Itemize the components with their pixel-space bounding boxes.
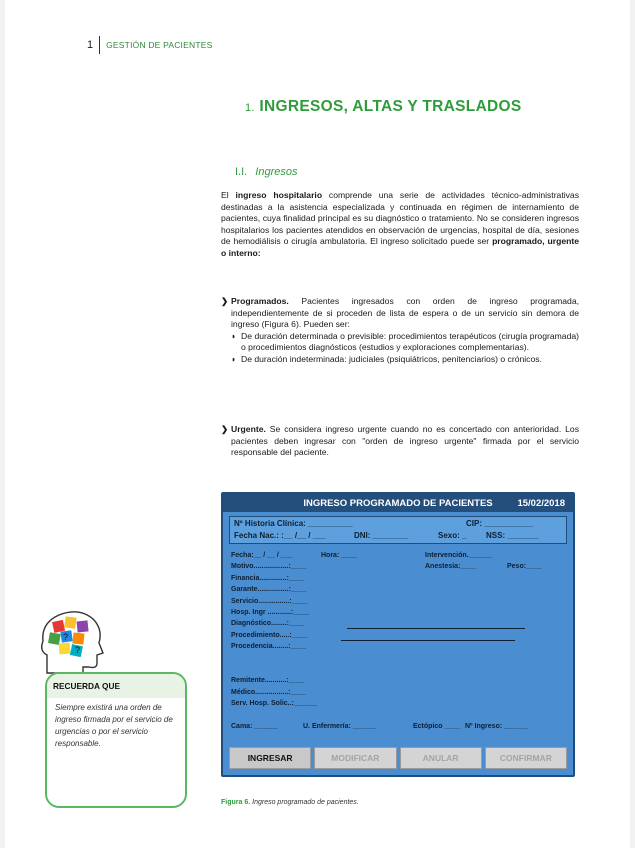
hora-field[interactable]: Hora: ____ — [321, 552, 357, 559]
sub-bullet-1 — [231, 331, 579, 354]
procedencia-field[interactable]: Procedencia........:____ — [231, 643, 307, 651]
sub-bullet-marker: ◗ — [231, 330, 237, 341]
diagnostico-line — [347, 628, 525, 629]
chapter-title: INGRESOS, ALTAS Y TRASLADOS — [259, 98, 522, 115]
intro-text-2: comprende una serie de actividades técnico-administrativas destinadas a la asistencia especializada y continuada en régimen de internamiento de pacientes, cuya finalidad principal es su diagnóstico o tratamiento. No se consideren ingresos hospitalarios los pacientes atendidos en observación de urgencias, hospital de día, sesiones de hemodiálisis o cirugía ambulatoria. El ingreso solicitado puede ser — [221, 190, 580, 247]
bullet-urgente-body: Se considera ingreso urgente cuando no es concertado con anterioridad. Los pacientes deben ingresar con "orden de ingreso urgente" firmada por el servicio responsable del paciente. — [231, 424, 579, 458]
section-title: GESTIÓN DE PACIENTES — [106, 40, 213, 50]
nss-field[interactable]: NSS: _______ — [486, 531, 539, 540]
form-body — [229, 552, 567, 734]
ectopico-field[interactable]: Ectópico ____ — [413, 722, 461, 730]
intro-paragraph — [221, 190, 579, 260]
diagnostico-field[interactable]: Diagnóstico........:____ — [231, 620, 305, 628]
chapter-heading — [245, 98, 522, 116]
figure-text: Ingreso programado de pacientes. — [250, 799, 359, 806]
subsection-title: Ingresos — [255, 166, 298, 178]
confirmar-button[interactable]: CONFIRMAR — [485, 747, 567, 769]
procedimiento-field[interactable]: Procedimiento.....:____ — [231, 631, 308, 639]
figure-caption — [221, 799, 359, 806]
running-header — [87, 36, 212, 54]
bullet-programados — [221, 296, 579, 366]
figure-label: Figura 6. — [221, 799, 251, 806]
svg-text:?: ? — [63, 632, 69, 642]
hosp-ingr-field[interactable]: Hosp. Ingr ............:____ — [231, 608, 309, 616]
modificar-button[interactable]: MODIFICAR — [314, 747, 396, 769]
header-divider — [99, 36, 100, 54]
motivo-field[interactable]: Motivo..................:____ — [231, 563, 307, 571]
anestesia-field[interactable]: Anestesia:____ — [425, 563, 476, 571]
bullet-marker: ❯ — [221, 296, 229, 306]
dni-field[interactable]: DNI: ________ — [354, 531, 409, 540]
n-ingreso-field[interactable]: Nº Ingreso: ______ — [465, 722, 528, 730]
bullet-marker: ❯ — [221, 424, 229, 434]
recuerda-text: Siempre existirá una orden de ingreso firmada por el servicio de urgencias o por el servicio responsable. — [55, 703, 173, 748]
form-date: 15/02/2018 — [517, 497, 565, 509]
form-title-bar — [223, 494, 573, 512]
subsection-heading — [235, 166, 298, 178]
bullet-urgente-title: Urgente. — [231, 424, 266, 434]
garante-field[interactable]: Garante................:____ — [231, 586, 307, 594]
fecha-nac-field[interactable]: Fecha Nac.: :__ /__ / ___ — [234, 531, 327, 540]
chapter-number: 1. — [245, 102, 255, 114]
intro-bold-2: programado, urgente o interno: — [221, 236, 579, 258]
medico-field[interactable]: Médico.................:____ — [231, 688, 307, 696]
serv-hosp-field[interactable]: Serv. Hosp. Solic..:______ — [231, 700, 318, 708]
bullet-programados-title: Programados. — [231, 296, 289, 306]
intro-bold-1: ingreso hospitalario — [235, 190, 323, 200]
sub-bullet-1-text: De duración determinada o previsible: procedimientos terapéuticos (cirugía programada) o procedimientos diagnósticos (estudios y exploraciones complementarias). — [241, 330, 579, 353]
page-number: 1 — [87, 39, 94, 51]
bullet-programados-body: Pacientes ingresados con orden de ingreso programada, independientemente de si proceden de lista de espera o de un servicio sin demora de ingreso (Figura 6). Pueden ser: — [231, 296, 579, 330]
page — [5, 0, 630, 848]
sub-bullet-2-text: De duración indeterminada: judiciales (psiquiátricos, penitenciarios) o crónicos. — [241, 353, 542, 364]
financia-field[interactable]: Financia..............:____ — [231, 574, 305, 582]
ingresar-button[interactable]: INGRESAR — [229, 747, 311, 769]
form-title: INGRESO PROGRAMADO DE PACIENTES — [303, 497, 493, 509]
cip-field[interactable]: CIP: ___________ — [466, 519, 534, 528]
bullet-urgente — [221, 424, 579, 459]
form-buttons — [229, 747, 567, 769]
enfermeria-field[interactable]: U. Enfermería: ______ — [303, 722, 377, 730]
peso-field[interactable]: Peso:____ — [507, 563, 542, 571]
fecha-field[interactable]: Fecha:__ / __ / ___ — [231, 552, 293, 559]
bullet-programados-text — [231, 296, 579, 331]
recuerda-title: RECUERDA QUE — [47, 674, 185, 698]
patient-info-panel — [229, 516, 567, 544]
remitente-field[interactable]: Remitente...........:____ — [231, 677, 305, 685]
sub-bullet-marker: ◗ — [231, 353, 237, 364]
intervencion-field[interactable]: Intervención.______ — [425, 552, 492, 559]
head-puzzle-icon — [37, 605, 117, 677]
procedimiento-line — [341, 640, 515, 641]
servicio-field[interactable]: Servicio................:____ — [231, 597, 308, 605]
anular-button[interactable]: ANULAR — [400, 747, 482, 769]
intro-text-1: El — [221, 190, 236, 200]
historia-field[interactable]: Nº Historia Clínica: __________ — [234, 519, 353, 528]
sub-bullet-2 — [231, 354, 579, 366]
svg-text:?: ? — [75, 645, 81, 655]
subsection-number: I.I. — [235, 166, 248, 178]
sexo-field[interactable]: Sexo: _ — [438, 531, 467, 540]
admission-form — [221, 492, 575, 777]
recuerda-box — [45, 672, 187, 808]
cama-field[interactable]: Cama: ______ — [231, 722, 278, 730]
bullet-urgente-text — [231, 424, 579, 459]
